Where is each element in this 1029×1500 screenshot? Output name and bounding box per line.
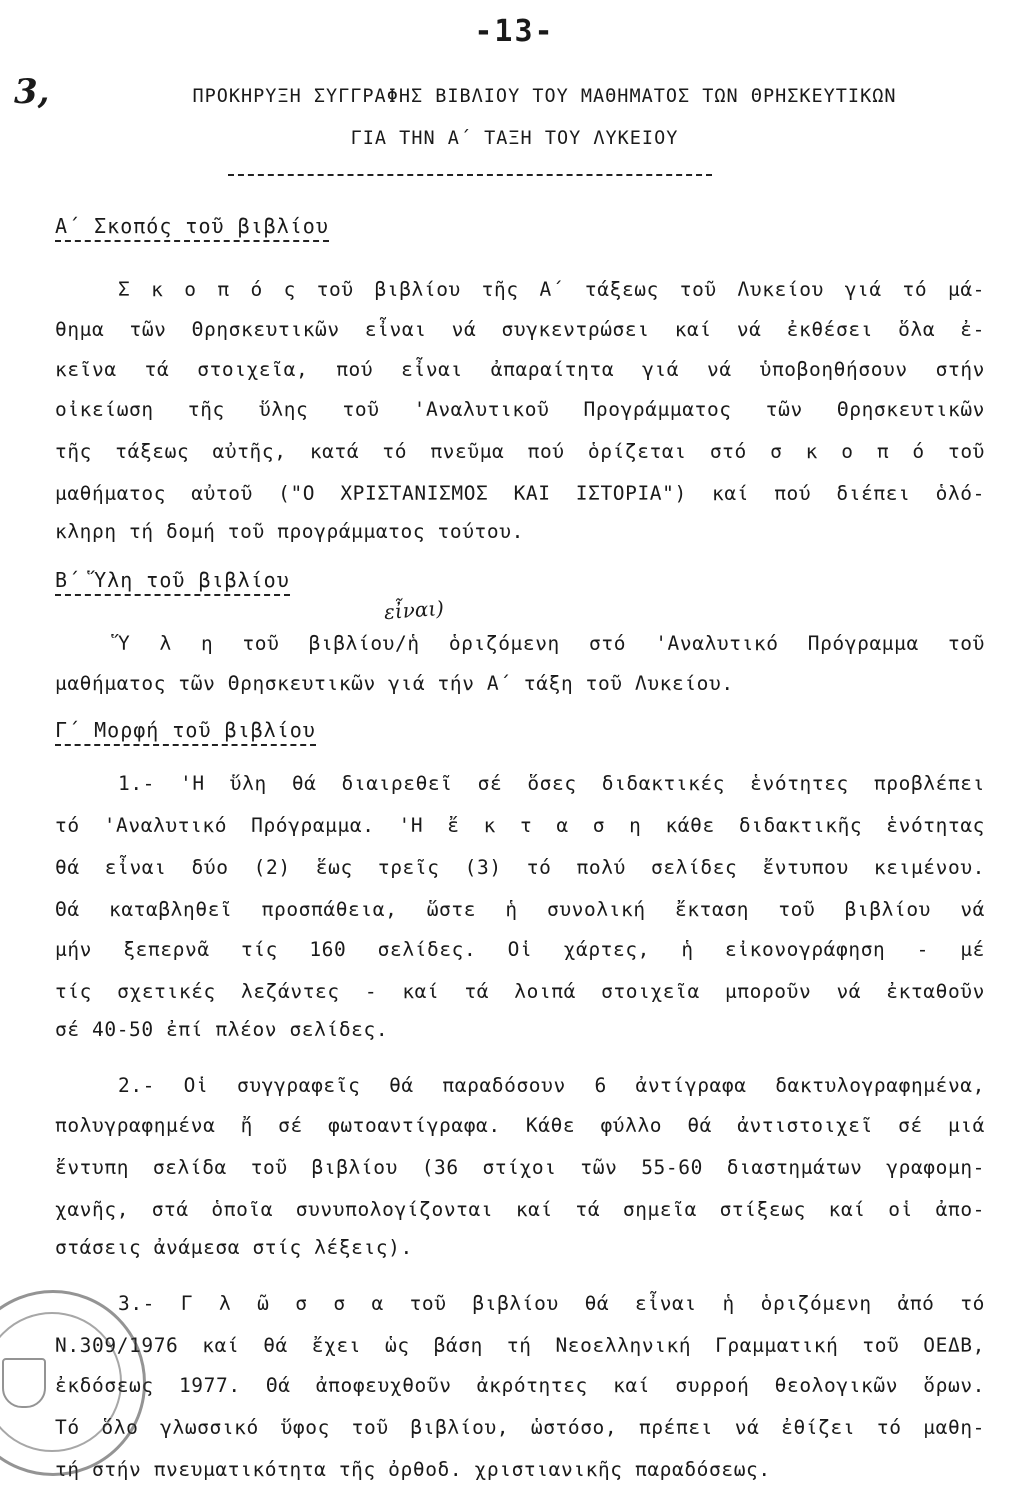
heading-marker: 3, bbox=[14, 72, 50, 112]
section-a-line: Σ κ ο π ό ς τοῦ βιβλίου τῆς Α΄ τάξεως τοῦ Λυκείου γιά τό μά- bbox=[118, 278, 985, 301]
section-a-line: θημα τῶν Θρησκευτικῶν εἶναι νά συγκεντρώσει καί νά ἐκθέσει ὅλα ἐ- bbox=[55, 318, 985, 341]
section-a-line: κληρη τή δομή τοῦ προγράμματος τούτου. bbox=[55, 520, 524, 543]
section-c-line: 3.- Γ λ ῶ σ σ α τοῦ βιβλίου θά εἶναι ἡ ὁριζόμενη ἀπό τό bbox=[118, 1292, 985, 1315]
section-c-line: τίς σχετικές λεζάντες - καί τά λοιπά στοιχεῖα μποροῦν νά ἐκταθοῦν bbox=[55, 980, 985, 1003]
title-line-1: ΠΡΟΚΗΡΥΞΗ ΣΥΓΓΡΑΦΗΣ ΒΙΒΛΙΟΥ ΤΟΥ ΜΑΘΗΜΑΤΟΣ ΤΩΝ ΘΡΗΣΚΕΥΤΙΚΩΝ bbox=[192, 86, 897, 107]
section-c-line: τό 'Αναλυτικό Πρόγραμμα. 'Η ἔ κ τ α σ η κάθε διδακτικῆς ἑνότητας bbox=[55, 814, 985, 837]
section-c-line: χανῆς, στά ὁποῖα συνυπολογίζονται καί τά σημεῖα στίξεως καί οἱ ἀπο- bbox=[55, 1198, 985, 1221]
stamp-emblem-icon bbox=[2, 1358, 46, 1408]
section-c-line: Θά καταβληθεῖ προσπάθεια, ὥστε ἡ συνολική ἔκταση τοῦ βιβλίου νά bbox=[55, 898, 985, 921]
section-a-line: οἰκείωση τῆς ὕλης τοῦ 'Αναλυτικοῦ Προγράμματος τῶν Θρησκευτικῶν bbox=[55, 398, 985, 421]
section-c-line: τή στήν πνευματικότητα τῆς ὀρθοδ. χριστιανικῆς παραδόσεως. bbox=[55, 1458, 771, 1481]
section-b-line: μαθήματος τῶν Θρησκευτικῶν γιά τήν Α΄ τάξη τοῦ Λυκείου. bbox=[55, 672, 734, 695]
section-c-line: σέ 40-50 ἐπί πλέον σελίδες. bbox=[55, 1018, 389, 1041]
section-b-line: Ὕ λ η τοῦ βιβλίου/ἡ ὁριζόμενη στό 'Αναλυτικό Πρόγραμμα τοῦ bbox=[118, 632, 985, 655]
section-c-line: Ν.309/1976 καί θά ἔχει ὡς βάση τή Νεοελληνική Γραμματική τοῦ ΟΕΔΒ, bbox=[55, 1334, 985, 1357]
section-a-line: μαθήματος αὐτοῦ ("Ο ΧΡΙΣΤΑΝΙΣΜΟΣ ΚΑΙ ΙΣΤΟΡΙΑ") καί πού διέπει ὁλό- bbox=[55, 482, 985, 505]
section-c-heading: Γ΄ Μορφή τοῦ βιβλίου bbox=[55, 718, 316, 746]
title-divider bbox=[228, 174, 712, 176]
section-c-line: ἐκδόσεως 1977. Θά ἀποφευχθοῦν ἀκρότητες καί συρροή θεολογικῶν ὅρων. bbox=[55, 1374, 985, 1397]
section-c-line: 2.- Οἱ συγγραφεῖς θά παραδόσουν 6 ἀντίγραφα δακτυλογραφημένα, bbox=[118, 1074, 985, 1097]
section-c-line: μήν ξεπερνᾶ τίς 160 σελίδες. Οἱ χάρτες, ἡ εἰκονογράφηση - μέ bbox=[55, 938, 985, 961]
section-a-line: κεῖνα τά στοιχεῖα, πού εἶναι ἀπαραίτητα γιά νά ὑποβοηθήσουν στήν bbox=[55, 358, 985, 381]
section-b-heading: Β΄ Ὕλη τοῦ βιβλίου bbox=[55, 568, 290, 596]
section-c-line: θά εἶναι δύο (2) ἕως τρεῖς (3) τό πολύ σελίδες ἔντυπου κειμένου. bbox=[55, 856, 985, 879]
section-c-line: ἔντυπη σελίδα τοῦ βιβλίου (36 στίχοι τῶν 55-60 διαστημάτων γραφομη- bbox=[55, 1156, 985, 1179]
section-a-line: τῆς τάξεως αὐτῆς, κατά τό πνεῦμα πού ὁρίζεται στό σ κ ο π ό τοῦ bbox=[55, 440, 985, 463]
page-number: -13- bbox=[474, 14, 555, 49]
section-c-line: 1.- 'Η ὕλη θά διαιρεθεῖ σέ ὅσες διδακτικές ἑνότητες προβλέπει bbox=[118, 772, 985, 795]
section-c-line: Τό ὅλο γλωσσικό ὕφος τοῦ βιβλίου, ὡστόσο, πρέπει νά ἐθίζει τό μαθη- bbox=[55, 1416, 985, 1439]
handwritten-note: εἶναι) bbox=[383, 595, 445, 625]
section-c-line: στάσεις ἀνάμεσα στίς λέξεις). bbox=[55, 1236, 413, 1259]
section-c-line: πολυγραφημένα ἤ σέ φωτοαντίγραφα. Κάθε φύλλο θά ἀντιστοιχεῖ σέ μιά bbox=[55, 1114, 985, 1137]
section-a-heading: Α΄ Σκοπός τοῦ βιβλίου bbox=[55, 214, 329, 242]
title-line-2: ΓΙΑ ΤΗΝ Α΄ ΤΑΞΗ ΤΟΥ ΛΥΚΕΙΟΥ bbox=[350, 128, 679, 149]
